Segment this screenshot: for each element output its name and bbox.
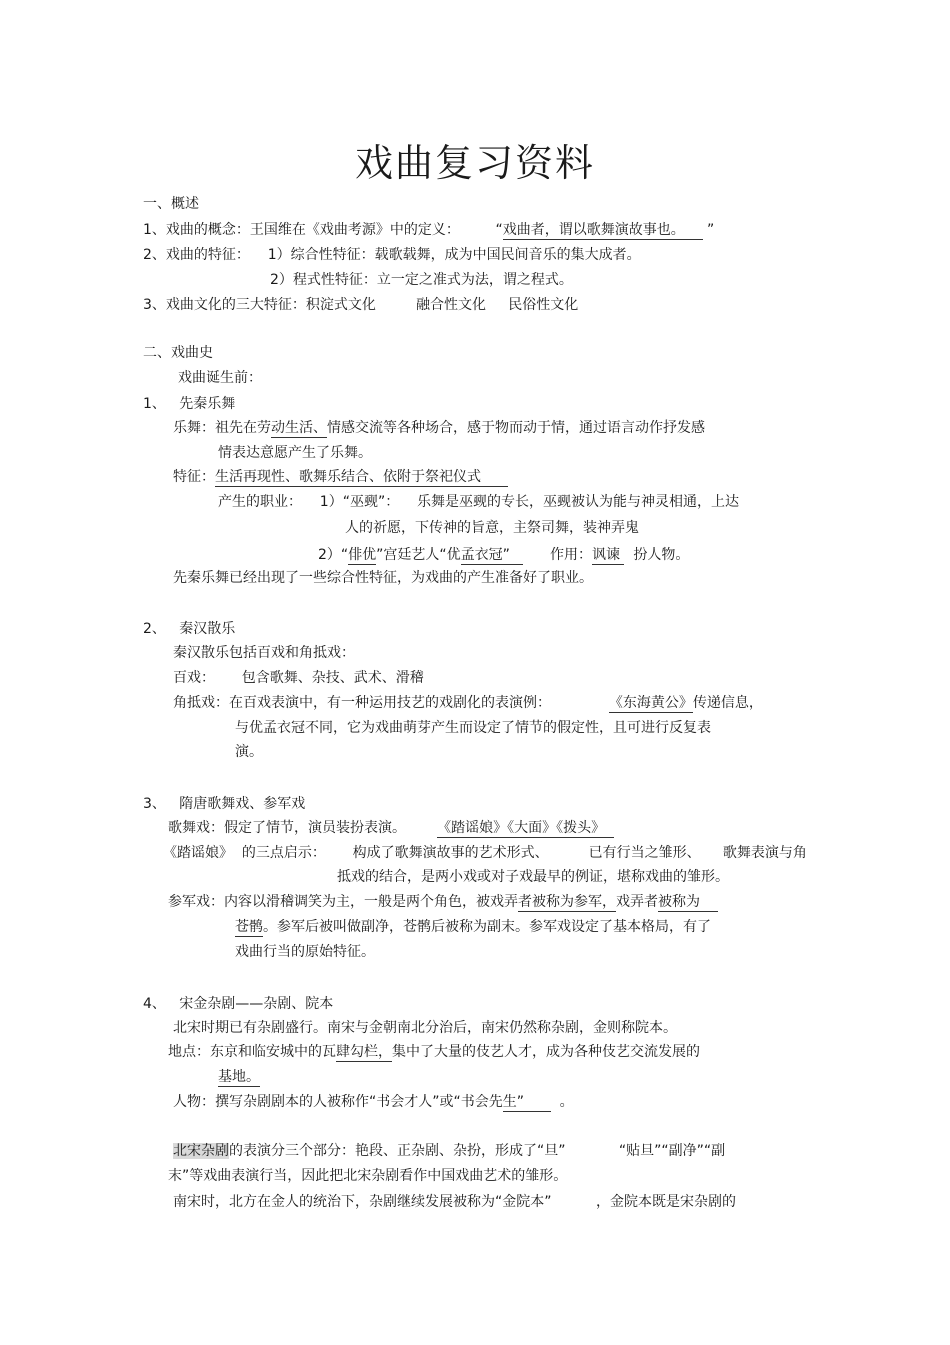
text-span: 戏曲诞生前： [178,370,262,386]
text-span: 戏曲行当的原始特征。 [235,944,375,960]
text-span: 产生的职业： 1）“巫觋”： 乐舞是巫觋的专长，巫觋被认为能与神灵相通，上达 [218,494,740,510]
text-line [218,1067,260,1087]
text-line [173,568,593,588]
text-span: 歌舞戏：假定了情节，演员装扮表演。 [168,820,438,836]
text-line [168,818,614,838]
text-span: 北宋时期已有杂剧盛行。南宋与金朝南北分治后，南宋仍然称杂剧，金则称院本。 [173,1020,677,1036]
text-span: 戏弄者 [616,894,658,910]
text-span: 2、 秦汉散乐 [143,621,236,637]
text-line [143,394,235,414]
text-line [345,518,639,538]
text-span: 。 [550,1094,574,1110]
text-line [235,718,711,738]
text-span: 情表达意愿产生了乐舞。 [218,445,372,461]
text-span: 3、戏曲文化的三大特征：积淀式文化 融合性文化 民俗性文化 [143,297,579,313]
text-span: 末”等戏曲表演行当，因此把北宋杂剧看作中国戏曲艺术的雏形。 [168,1168,568,1184]
text-line [168,1166,567,1186]
text-line [143,794,305,814]
text-line [235,942,375,962]
underlined-text: 孟衣冠” [460,547,524,563]
text-line [173,418,705,438]
text-span: 乐舞：祖先在劳 [173,420,271,436]
text-span: 1、戏曲的概念：王国维在《戏曲考源》中的定义： “ [143,222,503,238]
text-line [218,443,372,463]
text-line [163,843,807,863]
page-title: 戏曲复习资料 [354,141,595,185]
text-line [235,742,263,762]
underlined-text: 者被称为参军， [518,894,616,910]
text-line [143,619,235,639]
text-span: 作用： [523,547,592,563]
text-span: 一、概述 [143,196,199,212]
text-span: 地点：东京和临安城中的瓦 [168,1044,336,1060]
underlined-text: 生” [502,1094,551,1110]
text-line [143,343,213,363]
text-line [173,1192,736,1212]
underlined-text: 俳优 [348,547,377,563]
text-span: 集中了大量的伎艺人才，成为各种伎艺交流发展的 [392,1044,700,1060]
text-span: 4、 宋金杂剧——杂剧、院本 [143,996,334,1012]
text-span: 与优孟衣冠不同，它为戏曲萌芽产生而设定了情节的假定性，且可进行反复表 [235,720,711,736]
underlined-text: 戏曲者，谓以歌舞演故事也。 [502,222,703,238]
text-span: 南宋时，北方在金人的统治下，杂剧继续发展被称为“金院本” ，金院本既是宋杂剧的 [173,1194,737,1210]
text-line [318,545,689,565]
text-line [168,1042,700,1062]
text-line [173,668,424,688]
text-span: ”宫廷艺人“优 [376,547,461,563]
text-span: 传递信息， [692,695,763,711]
text-line [173,1092,574,1112]
text-span: ” [702,222,715,238]
text-line [168,892,718,912]
text-line [173,1141,725,1161]
text-line [173,1018,677,1038]
underlined-text: 苍鹘 [235,919,263,935]
text-line [173,693,763,713]
text-span: 情感交流等各种场合，感于物而动于情，通过语言动作抒发感 [327,420,705,436]
text-line [178,368,262,388]
text-span: 人物：撰写杂剧剧本的人被称作“书会才人”或“书会先 [173,1094,503,1110]
text-span: 1、 先秦乐舞 [143,396,236,412]
text-span: 人的祈愿，下传神的旨意，主祭司舞，装神弄鬼 [345,520,639,536]
underlined-text: 肆勾栏， [336,1044,392,1060]
text-line [270,270,573,290]
text-span: 参军戏：内容以滑稽调笑为主，一般是两个角色，被戏弄 [168,894,518,910]
text-line [143,295,578,315]
underlined-text: 生活再现性、歌舞乐结合、依附于祭祀仪式 [215,469,508,485]
text-line [337,867,729,887]
text-line [173,467,508,487]
text-line [143,994,333,1014]
text-span: 抵戏的结合，是两小戏或对子戏最早的例证，堪称戏曲的雏形。 [337,869,729,885]
text-span: 百戏： 包含歌舞、杂技、武术、滑稽 [173,670,424,686]
text-line [143,245,641,265]
text-span: 特征： [173,469,215,485]
text-span: 二、戏曲史 [143,345,213,361]
underlined-text: 《东海黄公》 [608,695,693,711]
text-span: 的表演分三个部分：艳段、正杂剧、杂扮，形成了“旦” “贴旦”“副净”“副 [229,1143,726,1159]
text-span: 角抵戏：在百戏表演中，有一种运用技艺的戏剧化的表演例： [173,695,609,711]
text-span: 3、 隋唐歌舞戏、参军戏 [143,796,306,812]
text-span: 演。 [235,744,263,760]
text-line [143,194,199,214]
text-span: 2）“ [318,547,349,563]
text-span: 扮人物。 [624,547,690,563]
text-span: 2）程式性特征：立一定之准式为法，谓之程式。 [270,272,573,288]
text-line [218,492,739,512]
underlined-text: 动生活、 [271,420,327,436]
text-line [143,220,714,240]
underlined-text: 《踏谣娘》《大面》《拨头》 [437,820,615,836]
text-span: 。参军后被叫做副净，苍鹘后被称为副末。参军戏设定了基本格局，有了 [263,919,711,935]
underlined-text: 基地。 [218,1069,260,1085]
text-span: 《踏谣娘》 的三点启示： 构成了歌舞演故事的艺术形式、 已有行当之雏形、 歌舞表演与角 [163,845,807,861]
text-span: 秦汉散乐包括百戏和角抵戏： [173,645,355,661]
underlined-text: 被称为 [658,894,718,910]
highlighted-text: 北宋杂剧 [173,1143,229,1159]
text-line [235,917,711,937]
text-span: 先秦乐舞已经出现了一些综合性特征，为戏曲的产生准备好了职业。 [173,570,593,586]
underlined-text: 讽谏 [592,547,625,563]
text-span: 2、戏曲的特征： 1）综合性特征：载歌载舞，成为中国民间音乐的集大成者。 [143,247,641,263]
text-line [173,643,355,663]
